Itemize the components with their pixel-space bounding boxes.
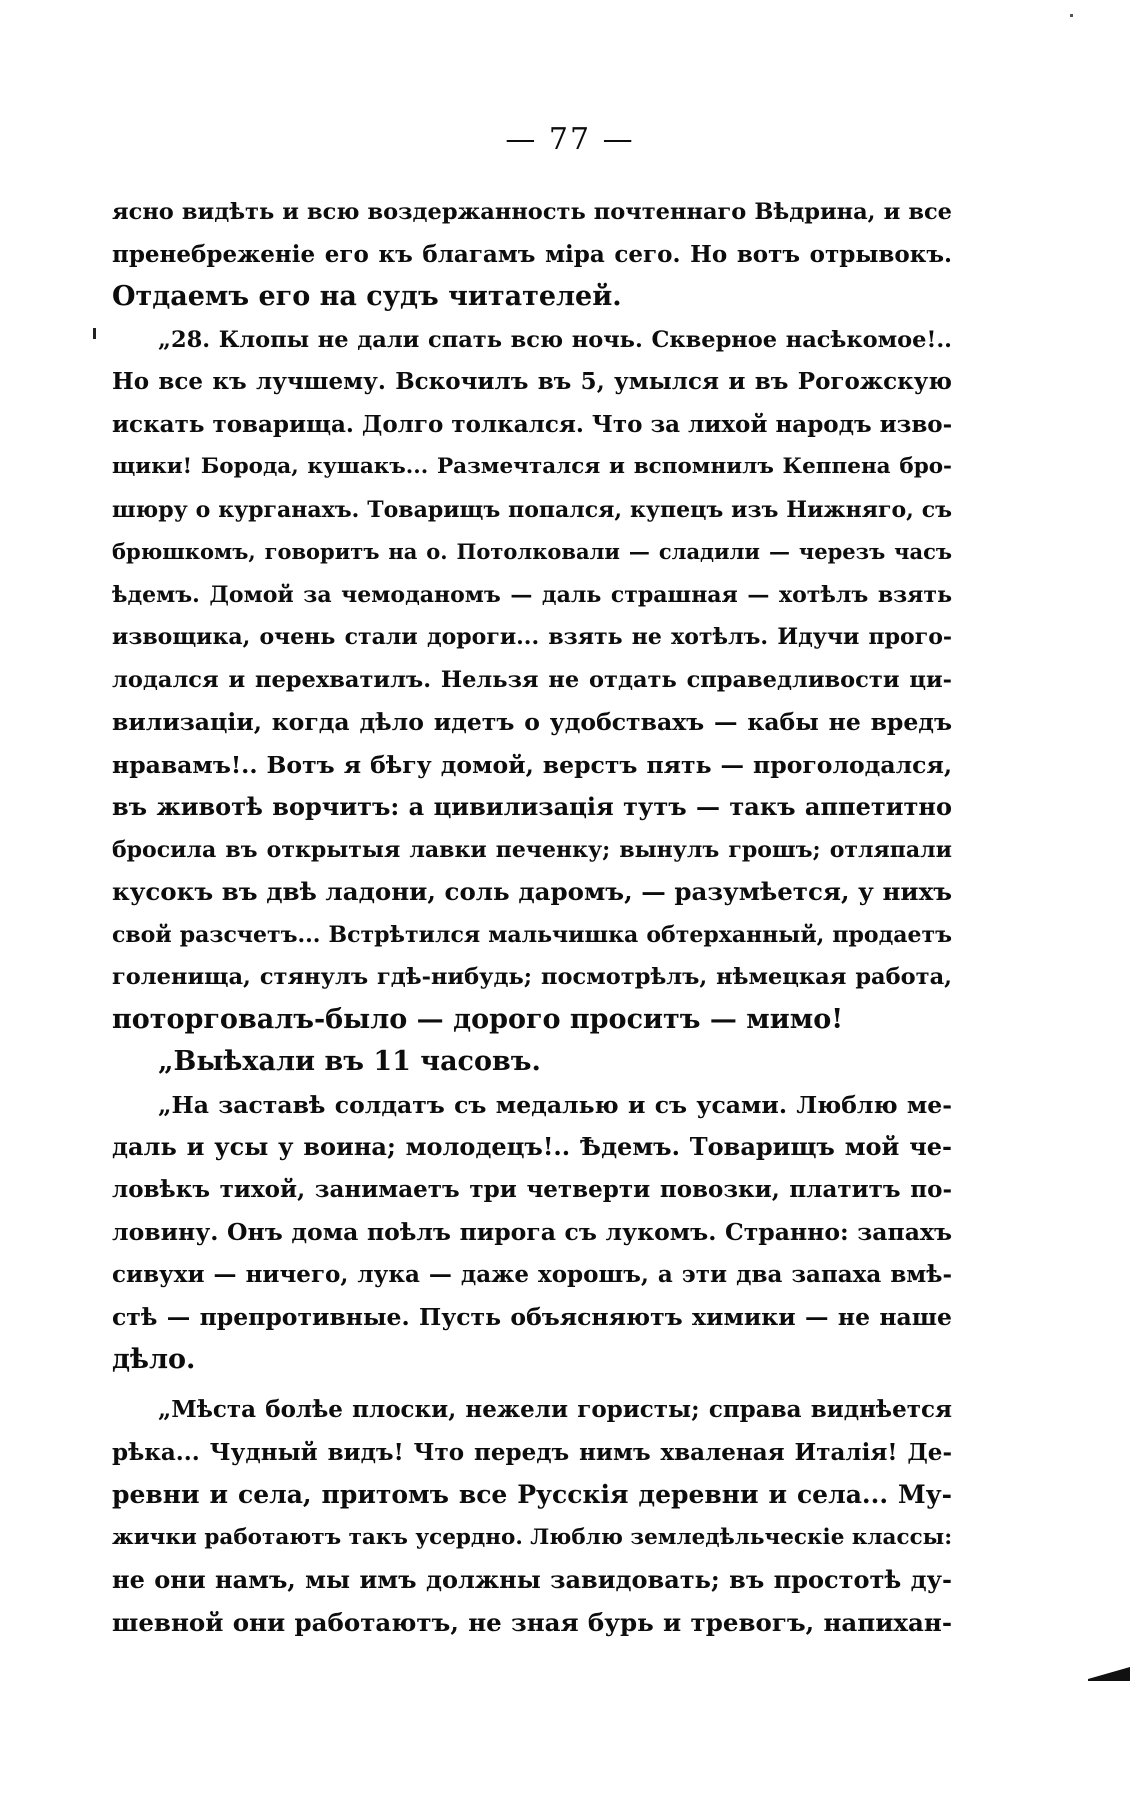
text-line: бросила въ открытыя лавки печенку; вынулъ грошъ; отляпали [112, 836, 952, 863]
speck-mark [1070, 14, 1073, 17]
text-line: шюру о курганахъ. Товарищъ попался, купецъ изъ Нижняго, съ [112, 496, 952, 523]
text-line: свой разсчетъ... Встрѣтился мальчишка обтерханный, продаетъ [112, 921, 952, 948]
text-line: стѣ — препротивные. Пусть объясняютъ химики — не наше [112, 1303, 952, 1331]
text-line: пренебреженіе его къ благамъ міра сего. Но вотъ отрывокъ. [112, 240, 952, 268]
text-line: вилизаціи, когда дѣло идетъ о удобствахъ — кабы не вредъ [112, 708, 952, 736]
text-line: нравамъ!.. Вотъ я бѣгу домой, верстъ пять — проголодался, [112, 750, 952, 779]
text-line: голенища, стянулъ гдѣ-нибудь; посмотрѣлъ, нѣмецкая работа, [112, 964, 952, 990]
text-line: рѣка... Чудный видъ! Что передъ нимъ хваленая Италія! Де- [112, 1438, 952, 1466]
text-line: ясно видѣть и всю воздержанность почтеннаго Вѣдрина, и все [112, 199, 952, 225]
text-line: кусокъ въ двѣ ладони, соль даромъ, — разумѣется, у нихъ [112, 877, 952, 906]
text-line: ловину. Онъ дома поѣлъ пирога съ лукомъ. Странно: запахъ [112, 1218, 952, 1246]
page-corner-mark [1088, 1665, 1130, 1681]
text-line: въ животѣ ворчитъ: а цивилизація тутъ — такъ аппетитно [112, 792, 952, 821]
text-line: „Мѣста болѣе плоски, нежели гористы; справа виднѣется [158, 1396, 952, 1423]
text-line: ревни и села, притомъ все Русскія деревни и села... Му- [112, 1480, 952, 1509]
text-line: щики! Борода, кушакъ... Размечтался и вспомнилъ Кеппена бро- [112, 454, 952, 479]
text-line: „На заставѣ солдатъ съ медалью и съ усами. Люблю ме- [158, 1090, 952, 1119]
text-line: ѣдемъ. Домой за чемоданомъ — даль страшная — хотѣлъ взять [112, 581, 952, 608]
page-number: — 77 — [505, 122, 635, 157]
text-line: искать товарища. Долго толкался. Что за лихой народъ изво- [112, 410, 953, 438]
text-line: шевной они работаютъ, не зная бурь и тревогъ, напихан- [112, 1607, 952, 1637]
body-text [112, 191, 952, 1644]
text-line: сивухи — ничего, лука — даже хорошъ, а эти два запаха вмѣ- [112, 1260, 952, 1288]
text-line: дѣло. [112, 1343, 196, 1375]
text-line: даль и усы у воина; молодецъ!.. Ѣдемъ. Товарищъ мой че- [112, 1132, 952, 1161]
text-line: брюшкомъ, говоритъ на о. Потолковали — сладили — черезъ часъ [112, 539, 952, 564]
text-line: ловѣкъ тихой, занимаетъ три четверти повозки, платитъ по- [112, 1175, 952, 1203]
text-line: поторговалъ-было — дорого проситъ — мимо! [112, 1003, 844, 1035]
text-line: „28. Клопы не дали спать всю ночь. Скверное насѣкомое!.. [158, 326, 952, 353]
text-line: „Выѣхали въ 11 часовъ. [158, 1046, 541, 1077]
text-line: лодался и перехватилъ. Нельзя не отдать справедливости ци- [112, 666, 952, 693]
text-line: жички работаютъ такъ усердно. Люблю земледѣльческіе классы: [112, 1524, 953, 1550]
text-line: Отдаемъ его на судъ читателей. [112, 281, 622, 312]
text-line: извощика, очень стали дороги... взять не хотѣлъ. Идучи прого- [112, 624, 952, 650]
paragraph-gap [112, 1381, 952, 1389]
text-line: не они намъ, мы имъ должны завидовать; въ простотѣ ду- [112, 1565, 952, 1594]
margin-mark [93, 328, 96, 339]
text-line: Но все къ лучшему. Вскочилъ въ 5, умылся и въ Рогожскую [112, 368, 952, 395]
